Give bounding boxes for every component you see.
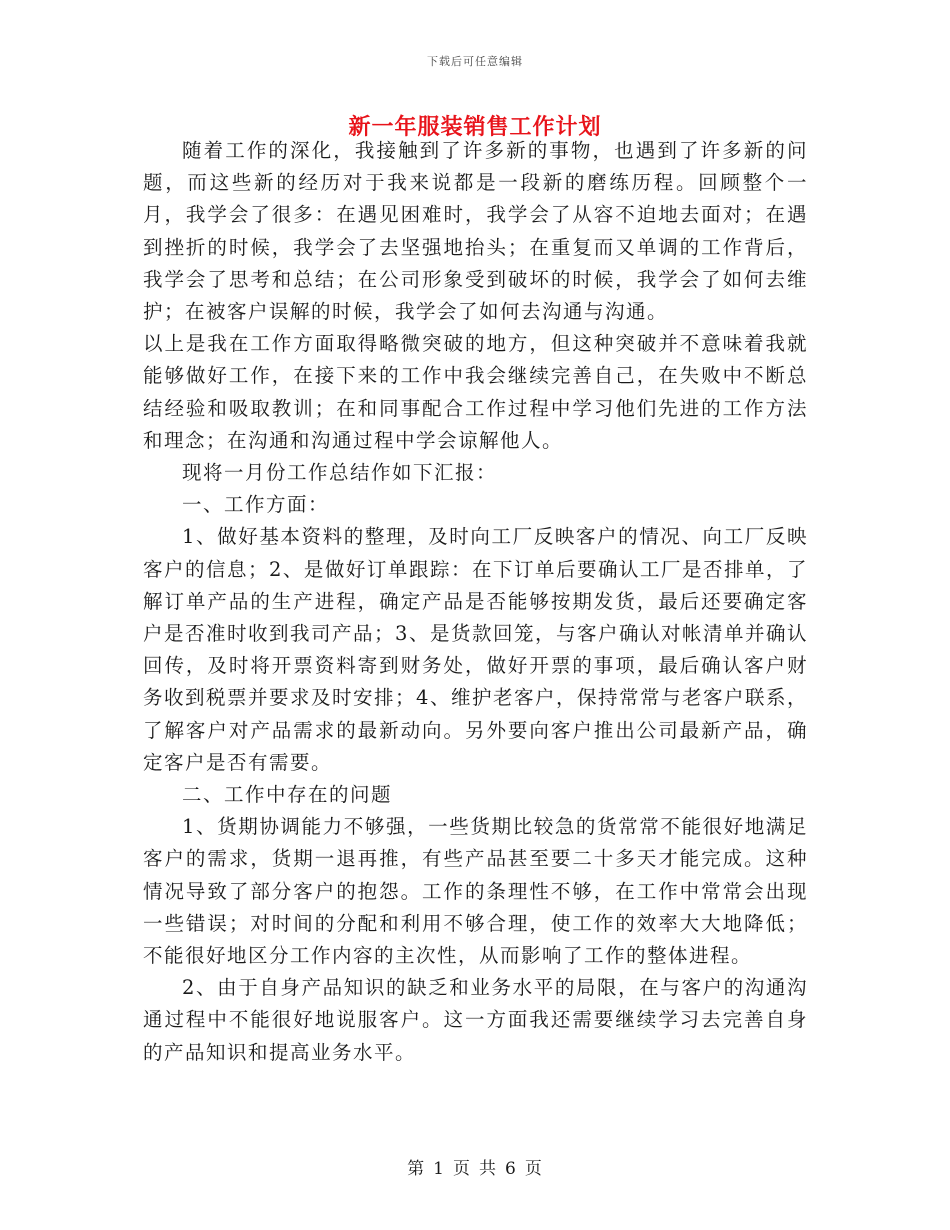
page-footer (0, 1154, 950, 1179)
section-heading-problems: 二、工作中存在的问题 (182, 783, 393, 807)
page-number: 1 (433, 1159, 445, 1179)
footer-prefix: 第 (407, 1159, 426, 1179)
paragraph-report-lead: 现将一月份工作总结作如下汇报： (182, 461, 498, 485)
footer-total-prefix: 共 (479, 1159, 497, 1179)
paragraph-problem-1: 1、货期协调能力不够强，一些货期比较急的货常常不能很好地满足客户的需求，货期一退再推，有些产品甚至要二十多天才能完成。这种情况导致了部分客户的抱怨。工作的条理性不够，在工作中常常会出现一些错误；对时间的分配和利用不够合理，使工作的效率大大地降低；不能很好地区分工作内容的主次性，从而影响了工作的整体进程。 (143, 815, 808, 968)
paragraph-summary: 以上是我在工作方面取得略微突破的地方，但这种突破并不意味着我就能够做好工作，在接下来的工作中我会继续完善自己，在失败中不断总结经验和吸取教训；在和同事配合工作过程中学习他们先进的工作方法和理念；在沟通和沟通过程中学会谅解他人。 (143, 332, 808, 452)
paragraph-intro: 随着工作的深化，我接触到了许多新的事物，也遇到了许多新的问题，而这些新的经历对于我来说都是一段新的磨练历程。回顾整个一月，我学会了很多：在遇见困难时，我学会了从容不迫地去面对；在遇到挫折的时候，我学会了去坚强地抬头；在重复而又单调的工作背后，我学会了思考和总结；在公司形象受到破坏的时候，我学会了如何去维护；在被客户误解的时候，我学会了如何去沟通与沟通。 (143, 139, 808, 324)
document-title: 新一年服装销售工作计划 (348, 115, 602, 140)
footer-total-unit: 页 (524, 1159, 543, 1179)
paragraph-problem-2: 2、由于自身产品知识的缺乏和业务水平的局限，在与客户的沟通沟通过程中不能很好地说服客户。这一方面我还需要继续学习去完善自身的产品知识和提高业务水平。 (143, 976, 808, 1064)
total-pages: 6 (505, 1159, 517, 1179)
document-body (143, 135, 808, 1069)
header-note: 下载后可任意编辑 (427, 55, 523, 68)
section-heading-work: 一、工作方面： (182, 493, 330, 517)
footer-page-unit: 页 (453, 1159, 471, 1179)
paragraph-work-items: 1、做好基本资料的整理，及时向工厂反映客户的情况、向工厂反映客户的信息；2、是做好订单跟踪：在下订单后要确认工厂是否排单，了解订单产品的生产进程，确定产品是否能够按期发货，最后还要确定客户是否准时收到我司产品；3、是货款回笼，与客户确认对帐清单并确认回传，及时将开票资料寄到财务处，做好开票的事项，最后确认客户财务收到税票并要求及时安排；4、维护老客户，保持常常与老客户联系，了解客户对产品需求的最新动向。另外要向客户推出公司最新产品，确定客户是否有需要。 (143, 525, 808, 774)
